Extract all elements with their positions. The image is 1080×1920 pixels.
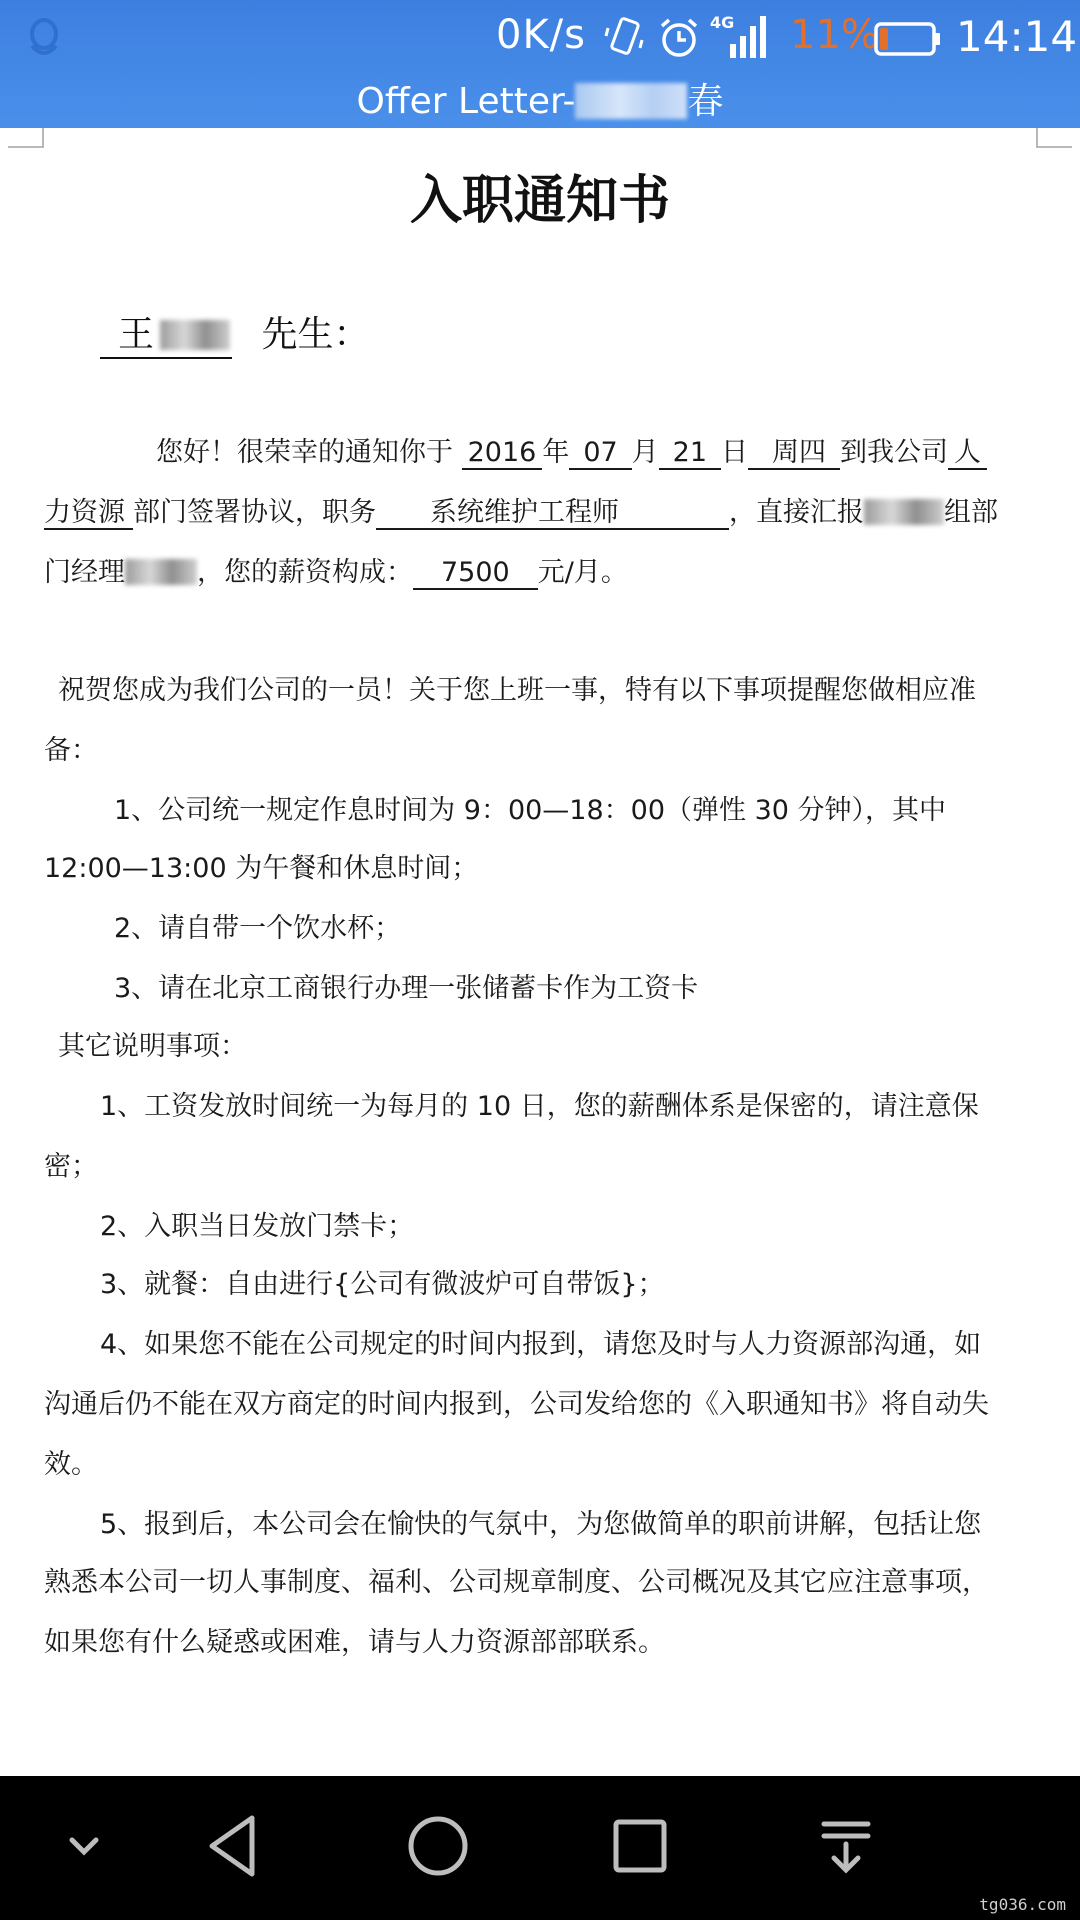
title-prefix: Offer Letter- xyxy=(356,81,576,122)
notification-pull-icon[interactable] xyxy=(806,1806,886,1886)
recipient-title: 先生： xyxy=(261,314,370,355)
other-1-line-1: 1、工资发放时间统一为每月的 10 日，您的薪酬体系是保密的，请注意保 xyxy=(100,1091,979,1122)
rule-1-line-1: 1、公司统一规定作息时间为 9：00—18：00（弹性 30 分钟），其中 xyxy=(114,795,947,826)
redacted-given-name xyxy=(160,320,230,350)
document-page[interactable] xyxy=(0,128,1080,1776)
other-4-line-3: 效。 xyxy=(44,1449,98,1480)
page-corner-mark-right xyxy=(1036,128,1072,148)
navigation-bar xyxy=(0,1776,1080,1920)
page-corner-mark-left xyxy=(8,128,44,148)
other-2: 2、入职当日发放门禁卡； xyxy=(100,1211,415,1242)
other-4-line-2: 沟通后仍不能在双方商定的时间内报到，公司发给您的《入职通知书》将自动失 xyxy=(44,1389,989,1420)
paragraph-1-line-3: 门经理 ，您的薪资构成： 7500 元/月。 xyxy=(44,557,628,588)
redacted-manager xyxy=(125,559,197,585)
salutation xyxy=(100,306,369,359)
other-heading: 其它说明事项： xyxy=(58,1031,247,1062)
battery-icon xyxy=(874,22,942,56)
other-4-line-1: 4、如果您不能在公司规定的时间内报到，请您及时与人力资源部沟通，如 xyxy=(100,1329,982,1360)
net-speed: 0K/s xyxy=(496,12,586,58)
qq-icon xyxy=(26,16,62,60)
title-suffix: 春 xyxy=(687,81,724,122)
rule-2: 2、请自带一个饮水杯； xyxy=(114,913,402,944)
chevron-down-icon[interactable] xyxy=(44,1806,124,1886)
congrats-line-1: 祝贺您成为我们公司的一员！关于您上班一事，特有以下事项提醒您做相应准 xyxy=(58,675,976,706)
clock: 14:14 xyxy=(956,12,1078,61)
other-5-line-2: 熟悉本公司一切人事制度、福利、公司规章制度、公司概况及其它应注意事项， xyxy=(44,1567,989,1598)
recipient-name: 王 xyxy=(100,306,232,359)
alarm-icon xyxy=(656,14,702,62)
other-1-line-2: 密； xyxy=(44,1151,98,1182)
other-5-line-1: 5、报到后，本公司会在愉快的气氛中，为您做简单的职前讲解，包括让您 xyxy=(100,1509,982,1540)
top-bar xyxy=(0,0,1080,128)
battery-percent: 11% xyxy=(790,12,879,58)
paragraph-1-line-2: 力资源 部门签署协议，职务 系统维护工程师 ，直接汇报 组部 xyxy=(44,497,998,528)
rule-1-line-2: 12:00—13:00 为午餐和休息时间； xyxy=(44,853,479,884)
recents-icon[interactable] xyxy=(600,1806,680,1886)
congrats-line-2: 备： xyxy=(44,735,98,766)
home-icon[interactable] xyxy=(398,1806,478,1886)
signal-icon xyxy=(708,10,770,62)
rule-3: 3、请在北京工商银行办理一张储蓄卡作为工资卡 xyxy=(114,973,699,1004)
other-3: 3、就餐：自由进行{公司有微波炉可自带饭}； xyxy=(100,1269,665,1300)
network-type: 4G xyxy=(710,13,735,32)
document-heading: 入职通知书 xyxy=(409,171,670,231)
back-icon[interactable] xyxy=(194,1806,274,1886)
other-5-line-3: 如果您有什么疑惑或困难，请与人力资源部部联系。 xyxy=(44,1627,665,1658)
salary-field: 7500 xyxy=(413,557,538,590)
redacted-name xyxy=(575,83,687,119)
paragraph-1-line-1: 您好！很荣幸的通知你于 2016 年 07 月 21 日 周四 到我公司 人 xyxy=(44,430,1032,469)
watermark: tg036.com xyxy=(979,1895,1066,1914)
redacted-dept xyxy=(864,499,944,525)
document-title xyxy=(0,78,1080,128)
position-field: 系统维护工程师 xyxy=(376,497,729,530)
vibrate-icon xyxy=(604,14,644,62)
status-bar xyxy=(0,0,1080,78)
